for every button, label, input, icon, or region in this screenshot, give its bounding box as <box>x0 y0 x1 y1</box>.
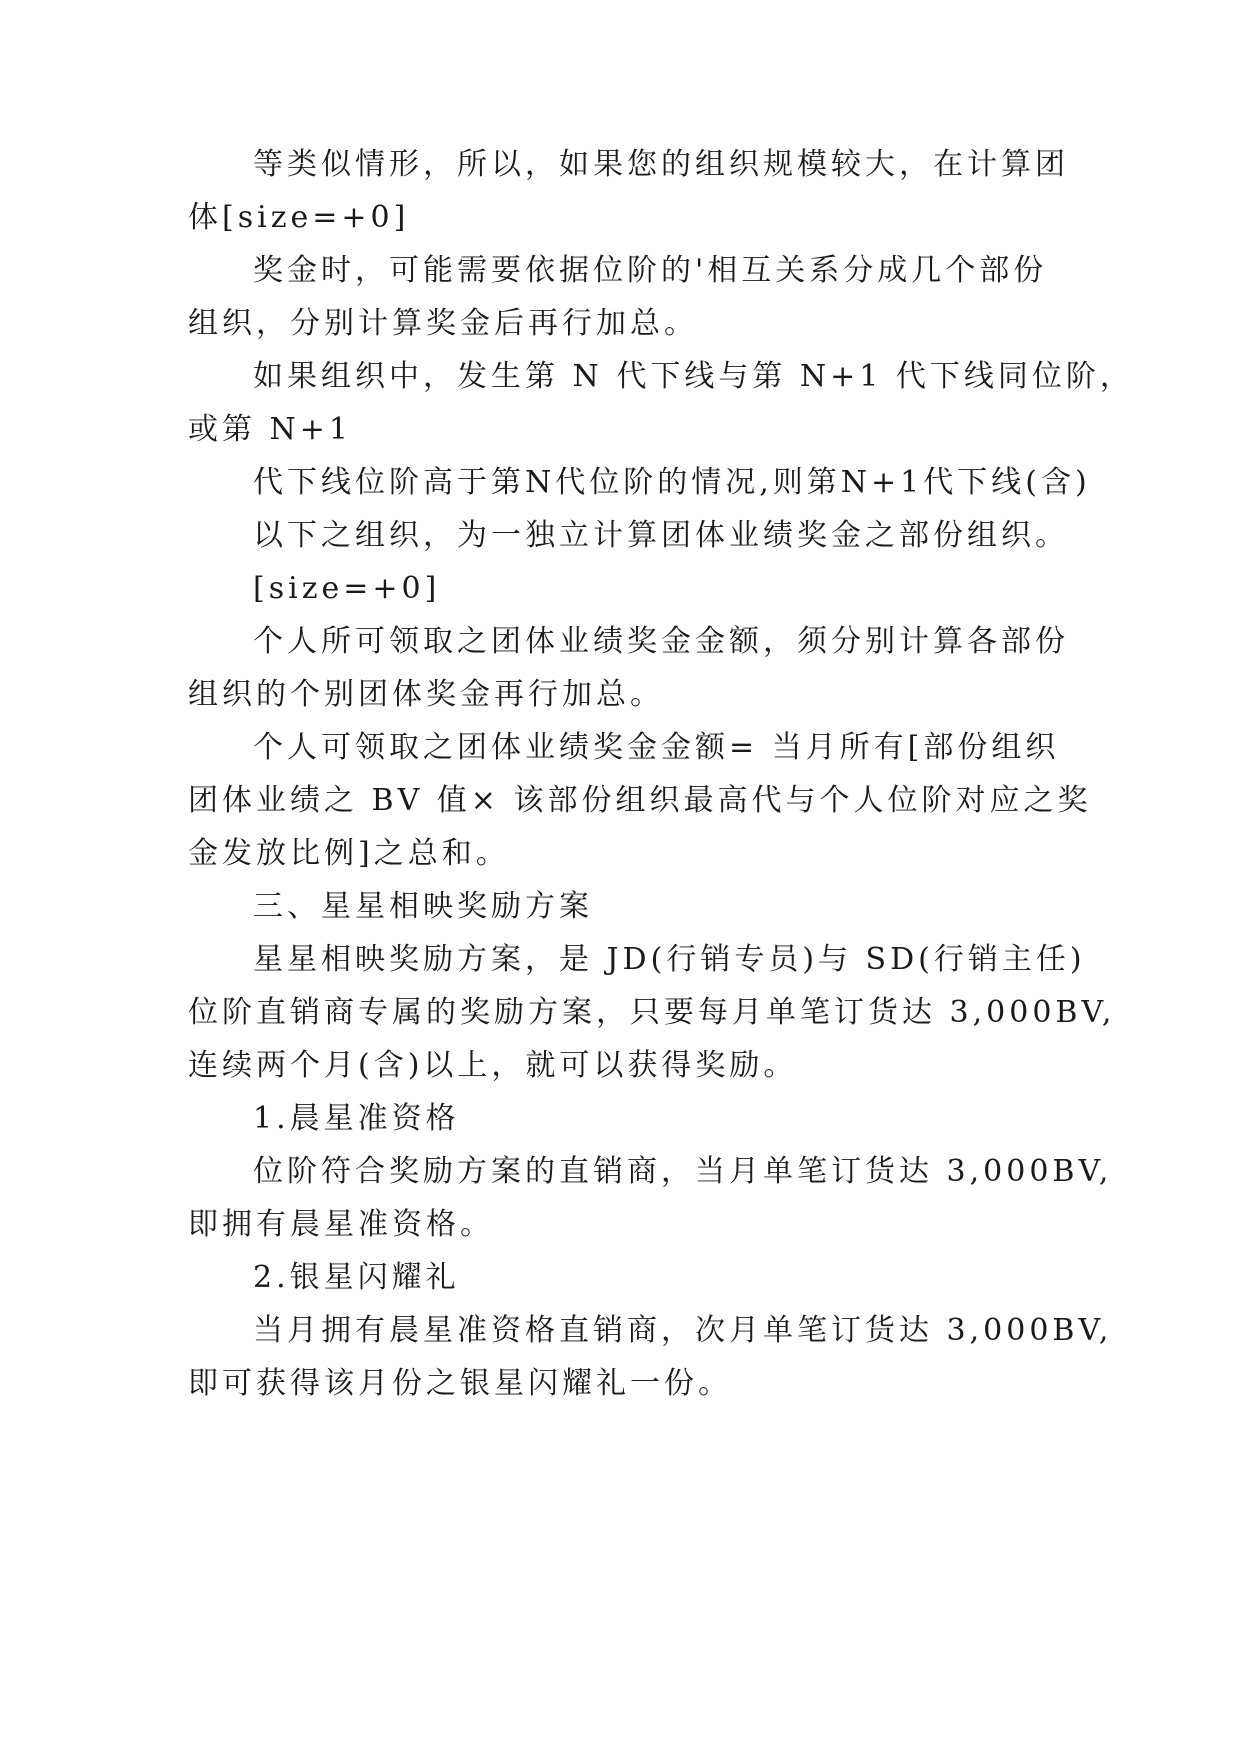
text-line: 如果组织中，发生第 N 代下线与第 N+1 代下线同位阶， <box>253 359 1134 394</box>
text-line: 即可获得该月份之银星闪耀礼一份。 <box>188 1366 732 1401</box>
text-line: 或第 N+1 <box>188 412 353 447</box>
text-line: 组织，分别计算奖金后再行加总。 <box>188 306 698 341</box>
text-line: 代下线位阶高于第N代位阶的情况,则第N+1代下线(含) <box>253 465 1091 500</box>
text-line: 个人所可领取之团体业绩奖金金额，须分别计算各部份 <box>253 624 1069 659</box>
text-line: 连续两个月(含)以上，就可以获得奖励。 <box>188 1048 798 1083</box>
text-line: 个人可领取之团体业绩奖金金额= 当月所有[部份组织 <box>253 730 1060 765</box>
text-line: 体[size=+0] <box>188 200 410 235</box>
text-line: 等类似情形，所以，如果您的组织规模较大，在计算团 <box>253 147 1069 182</box>
text-line: 奖金时，可能需要依据位阶的'相互关系分成几个部份 <box>253 253 1048 288</box>
text-line: 位阶符合奖励方案的直销商，当月单笔订货达 3,000BV, <box>253 1154 1113 1189</box>
text-line: [size=+0] <box>253 571 441 606</box>
subsection-heading: 2.银星闪耀礼 <box>253 1260 460 1295</box>
section-heading: 三、星星相映奖励方案 <box>253 889 593 924</box>
text-line: 当月拥有晨星准资格直销商，次月单笔订货达 3,000BV, <box>253 1313 1113 1348</box>
text-line: 团体业绩之 BV 值× 该部份组织最高代与个人位阶对应之奖 <box>188 783 1092 818</box>
text-line: 以下之组织，为一独立计算团体业绩奖金之部份组织。 <box>253 518 1069 553</box>
text-line: 即拥有晨星准资格。 <box>188 1207 494 1242</box>
text-line: 金发放比例]之总和。 <box>188 836 510 871</box>
text-line: 组织的个别团体奖金再行加总。 <box>188 677 664 712</box>
text-line: 位阶直销商专属的奖励方案，只要每月单笔订货达 3,000BV, <box>188 995 1116 1030</box>
subsection-heading: 1.晨星准资格 <box>253 1101 460 1136</box>
text-line: 星星相映奖励方案，是 JD(行销专员)与 SD(行销主任) <box>253 942 1086 977</box>
